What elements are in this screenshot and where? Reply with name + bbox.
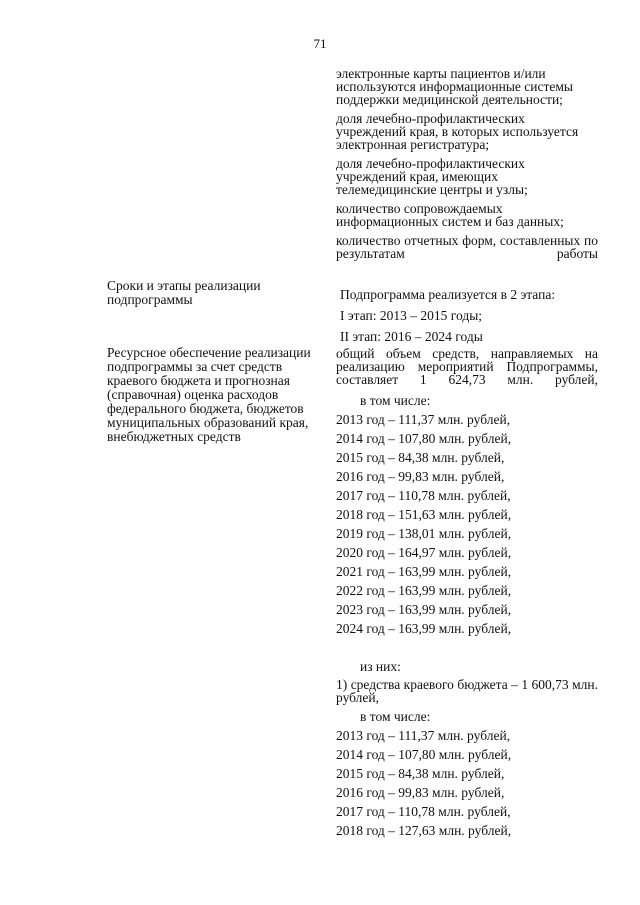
indicator-item: количество отчетных форм, составленных по результатам работы bbox=[336, 233, 598, 261]
regional-year-line: 2013 год – 111,37 млн. рублей, bbox=[336, 728, 511, 743]
year-line: 2022 год – 163,99 млн. рублей, bbox=[336, 583, 512, 598]
regional-year-line: 2018 год – 127,63 млн. рублей, bbox=[336, 823, 512, 838]
year-line: 2014 год – 107,80 млн. рублей, bbox=[336, 431, 512, 446]
year-line: 2016 год – 99,83 млн. рублей, bbox=[336, 469, 505, 484]
year-line: 2024 год – 163,99 млн. рублей, bbox=[336, 621, 512, 636]
stages-line: II этап: 2016 – 2024 годы bbox=[340, 329, 483, 344]
of-them-label: из них: bbox=[360, 659, 401, 674]
indicator-item: доля лечебно-профилактических учреждений края, имеющих телемедицинские центры и узлы; bbox=[336, 156, 528, 197]
year-line: 2013 год – 111,37 млн. рублей, bbox=[336, 412, 511, 427]
year-line: 2017 год – 110,78 млн. рублей, bbox=[336, 488, 511, 503]
resources-label: Ресурсное обеспечение реализации подпрограммы за счет средств краевого бюджета и прогнозная (справочная) оценка расходов федерального бюджета, бюджетов муниципальных образований края, внебюджетных средств bbox=[107, 345, 311, 444]
resources-intro: общий объем средств, направляемых на реализацию мероприятий Подпрограммы, составляет 1 624,73 млн. рублей, bbox=[336, 346, 598, 387]
stages-line: I этап: 2013 – 2015 годы; bbox=[340, 308, 483, 323]
year-line: 2019 год – 138,01 млн. рублей, bbox=[336, 526, 512, 541]
regional-year-line: 2014 год – 107,80 млн. рублей, bbox=[336, 747, 512, 762]
indicator-item: количество сопровождаемых информационных систем и баз данных; bbox=[336, 201, 564, 229]
year-line: 2021 год – 163,99 млн. рублей, bbox=[336, 564, 512, 579]
regional-year-line: 2017 год – 110,78 млн. рублей, bbox=[336, 804, 511, 819]
year-line: 2023 год – 163,99 млн. рублей, bbox=[336, 602, 512, 617]
including-label: в том числе: bbox=[360, 393, 431, 408]
year-line: 2020 год – 164,97 млн. рублей, bbox=[336, 545, 512, 560]
stages-list bbox=[340, 284, 602, 347]
regional-budget: 1) средства краевого бюджета – 1 600,73 млн. рублей, bbox=[336, 677, 598, 705]
regional-year-line: 2015 год – 84,38 млн. рублей, bbox=[336, 766, 505, 781]
regional-year-line: 2016 год – 99,83 млн. рублей, bbox=[336, 785, 505, 800]
indicators-list bbox=[336, 67, 598, 260]
page-number: 71 bbox=[313, 36, 327, 51]
including-label: в том числе: bbox=[360, 709, 431, 724]
indicator-item: доля лечебно-профилактических учреждений края, в которых используется электронная регистратура; bbox=[336, 111, 579, 152]
year-line: 2015 год – 84,38 млн. рублей, bbox=[336, 450, 505, 465]
resources-block bbox=[336, 347, 598, 840]
year-line: 2018 год – 151,63 млн. рублей, bbox=[336, 507, 512, 522]
stages-label: Сроки и этапы реализации подпрограммы bbox=[107, 278, 261, 307]
stages-line: Подпрограмма реализуется в 2 этапа: bbox=[340, 287, 556, 302]
indicator-item: электронные карты пациентов и/или используются информационные системы поддержки медицинской деятельности; bbox=[336, 66, 573, 107]
